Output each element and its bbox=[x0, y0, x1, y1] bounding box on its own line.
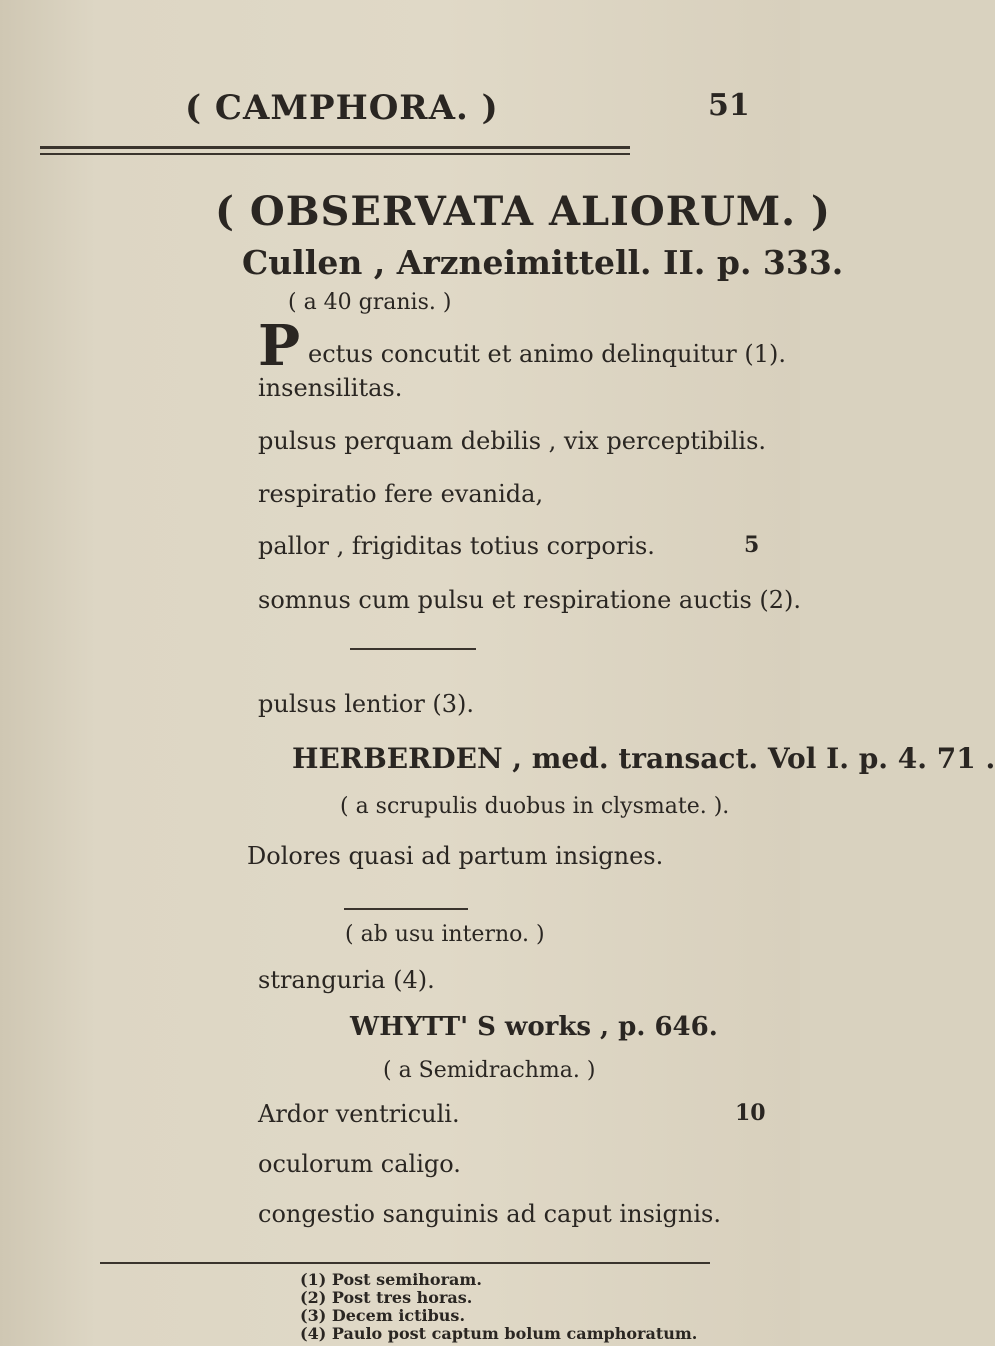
drop-cap: P bbox=[258, 313, 301, 379]
separator-rule bbox=[350, 648, 476, 650]
source-reference: Cullen , Arzneimittell. II. p. 333. bbox=[242, 243, 844, 282]
footnote: (3) Decem ictibus. bbox=[300, 1306, 466, 1325]
header-rule-2 bbox=[40, 153, 630, 155]
dose-note: ( a scrupulis duobus in clysmate. ). bbox=[340, 794, 730, 819]
observation-line: stranguria (4). bbox=[258, 966, 435, 994]
section-title: ( OBSERVATA ALIORUM. ) bbox=[215, 188, 831, 235]
observation-line: Dolores quasi ad partum insignes. bbox=[247, 842, 664, 870]
footnote-rule bbox=[100, 1262, 710, 1264]
observation-line: Ardor ventriculi. bbox=[258, 1100, 460, 1128]
dose-note: ( a 40 granis. ) bbox=[288, 290, 452, 315]
observation-line: oculorum caligo. bbox=[258, 1150, 461, 1178]
observation-line: pallor , frigiditas totius corporis. bbox=[258, 532, 655, 560]
running-header: ( CAMPHORA. ) bbox=[185, 88, 499, 128]
observation-line: pulsus perquam debilis , vix perceptibilis. bbox=[258, 427, 767, 455]
observation-line: respiratio fere evanida, bbox=[258, 480, 544, 508]
dose-note: ( a Semidrachma. ) bbox=[383, 1058, 596, 1083]
line-number-mark: 5 bbox=[744, 532, 760, 558]
footnote: (2) Post tres horas. bbox=[300, 1288, 473, 1307]
observation-line: somnus cum pulsu et respiratione auctis (2). bbox=[258, 586, 802, 614]
source-reference: HERBERDEN , med. transact. Vol I. p. 4. 71 . bbox=[292, 742, 995, 775]
observation-line: congestio sanguinis ad caput insignis. bbox=[258, 1200, 721, 1228]
observation-line: insensilitas. bbox=[258, 374, 403, 402]
footnote: (4) Paulo post captum bolum camphoratum. bbox=[300, 1324, 698, 1343]
observation-line: pulsus lentior (3). bbox=[258, 690, 475, 718]
separator-rule bbox=[344, 908, 468, 910]
observation-line: ectus concutit et animo delinquitur (1). bbox=[308, 340, 786, 368]
page-number: 51 bbox=[708, 88, 750, 123]
footnote: (1) Post semihoram. bbox=[300, 1270, 482, 1289]
dose-note: ( ab usu interno. ) bbox=[345, 922, 545, 947]
line-number-mark: 10 bbox=[735, 1100, 766, 1126]
header-rule bbox=[40, 146, 630, 149]
source-reference: WHYTT' S works , p. 646. bbox=[350, 1012, 718, 1042]
